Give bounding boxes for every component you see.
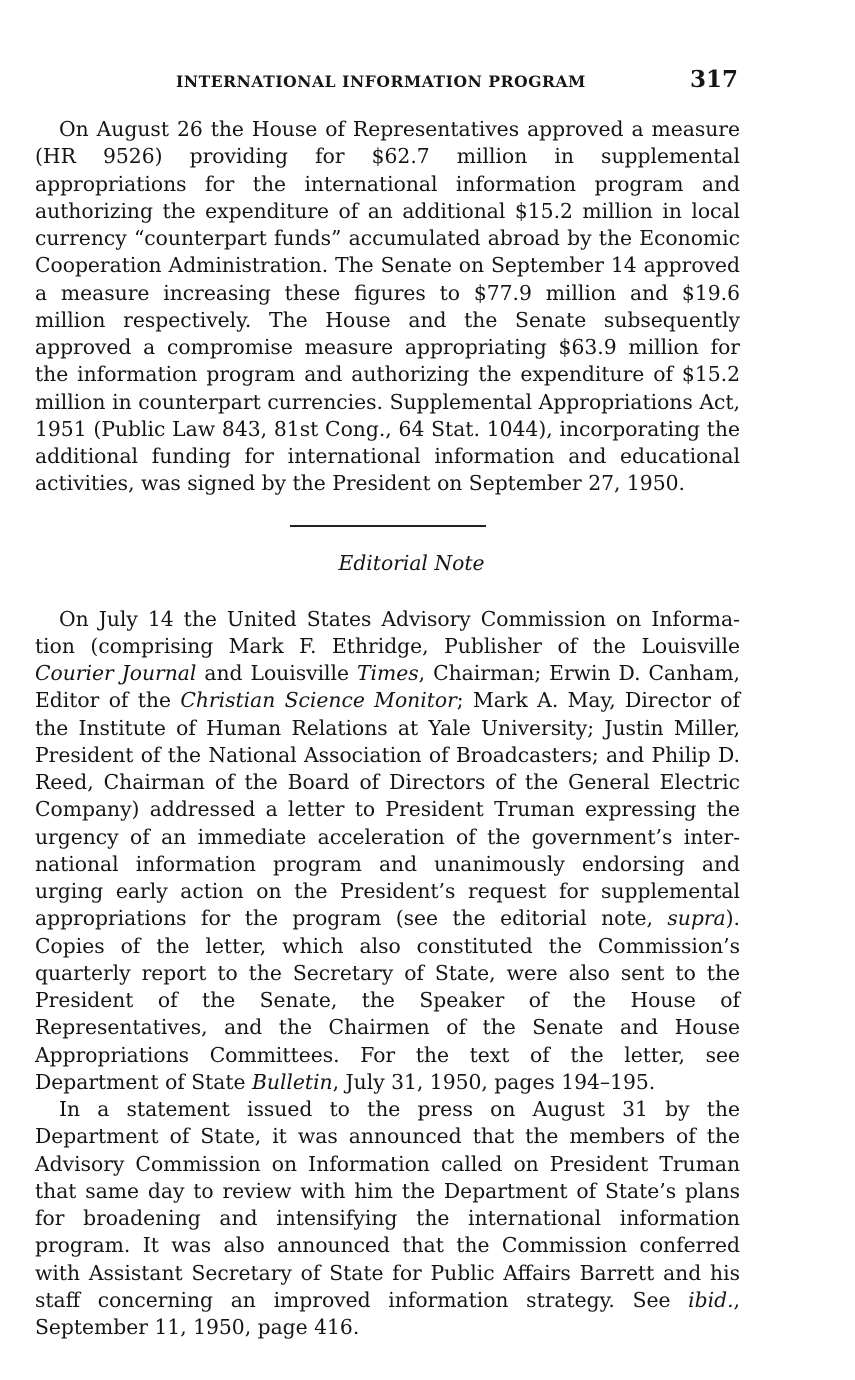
paragraph-press-statement [35, 1096, 740, 1341]
section-divider [290, 525, 486, 527]
paragraph-appropriations: On August 26 the House of Representatives approved a measure (HR 9526) providing for $62.7 million in supplemental appropriations for the international information program and authorizing the expenditure of an additional $15.2 million in local currency “counterpart funds” accumulated abroad by the Economic Cooperation Administration. The Senate on September 14 approved a measure increasing these figures to $77.9 million and $19.6 million respectively. The House and the Senate subsequently approved a compromise measure appropriating $63.9 million for the information program and authorizing the expenditure of $15.2 million in counterpart currencies. Supplemental Appropriations Act, 1951 (Public Law 843, 81st Cong., 64 Stat. 1044), incorporating the additional funding for international information and educational activities, was signed by the President on September 27, 1950. [35, 117, 740, 496]
section-title: Editorial Note [338, 550, 485, 575]
text-run: ; Mark A. May, Director of the Institute of Human Relations at Yale University; Justin Miller, President of the National Association of Broadcasters; and Philip D. Reed, Chairman of the Board of Directors of the General Electric Company) addressed a letter to President Truman expressing the urgency of an immediate acceleration of the government’s international information program and unanimously endorsing and urging early action on the President’s request for supplemental appropriations for the program (see the editorial note, [35, 688, 740, 931]
italic-publication: Christian Science Monitor [180, 688, 457, 713]
document-page [35, 66, 740, 1341]
paragraph-advisory-commission [35, 606, 740, 1097]
page-number: 317 [689, 66, 738, 93]
running-header [35, 66, 740, 100]
italic-publication: Bulletin [251, 1069, 333, 1094]
text-run: , July 31, 1950, pages 194–195. [332, 1069, 656, 1094]
italic-term: supra [667, 906, 726, 931]
italic-publication: Times [357, 661, 419, 685]
text-run: In a statement issued to the press on August 31 by the Department of State, it was announced that the members of the Advisory Commission on Information called on President Truman that same day to review with him the Department of State’s plans for broadening and intensifying the international information program. It was also announced that the Commission conferred with Assistant Secretary of State for Public Affairs Barrett and his staff concerning an improved information strategy. See [35, 1097, 740, 1312]
text-run: ). Copies of the letter, which also constituted the Commission’s quarterly report to the Secretary of State, were also sent to the President of the Senate, the Speaker of the House of Representatives, and the Chairmen of the Senate and House Appropriations Committees. For the text of the letter, see Department of State [35, 906, 740, 1094]
text-run: , Chairman; Erwin D. Canham, Editor of the [35, 661, 740, 713]
italic-publication: Courier Journal [35, 661, 197, 685]
text-run: On July 14 the United States Advisory Commission on Information (comprising Mark F. Ethridge, Publisher of the Louisville [35, 606, 740, 658]
italic-term: ibid. [688, 1287, 734, 1312]
text-run: , September 11, 1950, page 416. [35, 1287, 740, 1339]
text-run: and Louisville [196, 661, 358, 685]
running-title: INTERNATIONAL INFORMATION PROGRAM [176, 72, 586, 91]
